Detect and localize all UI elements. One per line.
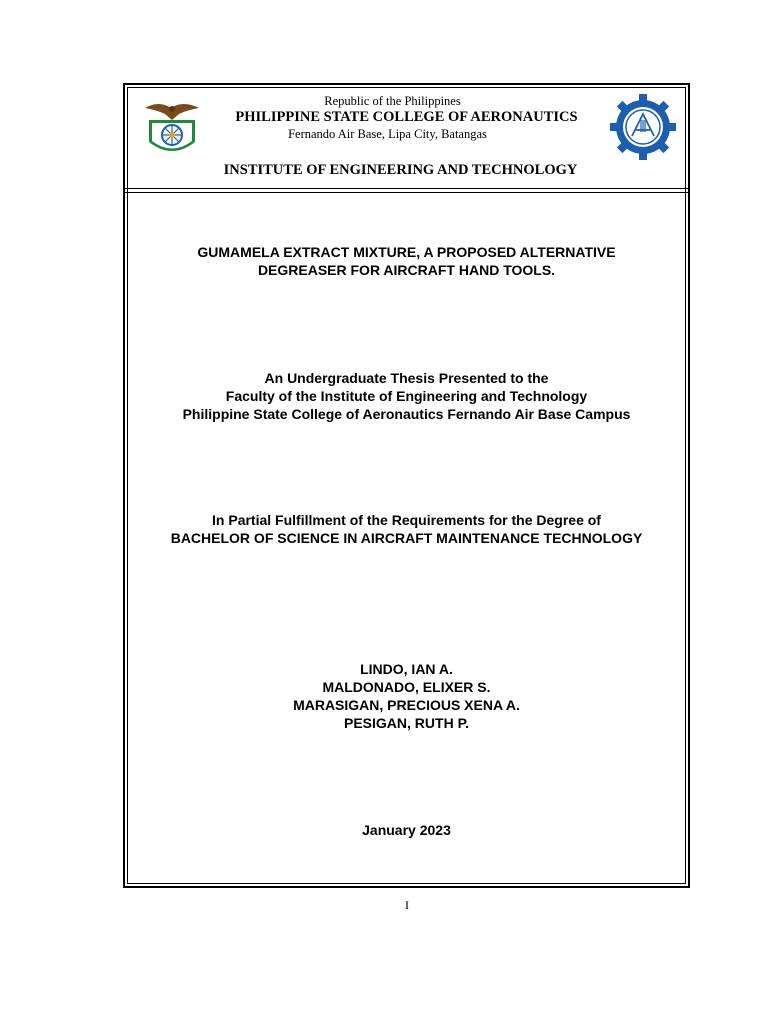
page-number: I: [405, 898, 409, 912]
fulfillment-line-1: In Partial Fulfillment of the Requirements for the Degree of: [212, 512, 601, 528]
republic-line: Republic of the Philippines: [324, 94, 461, 108]
fulfillment-line-2: BACHELOR OF SCIENCE IN AIRCRAFT MAINTENANCE TECHNOLOGY: [170, 530, 643, 546]
author-name: MALDONADO, ELIXER S.: [322, 679, 491, 695]
author-name: MARASIGAN, PRECIOUS XENA A.: [293, 697, 520, 713]
title-line-2: DEGREASER FOR AIRCRAFT HAND TOOLS.: [257, 262, 556, 278]
letterhead: [125, 85, 688, 189]
thesis-line-2: Faculty of the Institute of Engineering and Technology: [225, 388, 588, 404]
thesis-line-1: An Undergraduate Thesis Presented to the: [264, 370, 549, 386]
page-frame: [123, 83, 690, 888]
college-address: Fernando Air Base, Lipa City, Batangas: [288, 127, 487, 141]
title-line-1: GUMAMELA EXTRACT MIXTURE, A PROPOSED ALTERNATIVE: [197, 244, 616, 260]
thesis-statement: [125, 369, 688, 423]
institute-name: INSTITUTE OF ENGINEERING AND TECHNOLOGY: [223, 162, 578, 178]
college-name: PHILIPPINE STATE COLLEGE OF AERONAUTICS: [235, 109, 578, 125]
author-name: LINDO, IAN A.: [360, 661, 453, 677]
thesis-title: [125, 243, 688, 279]
engineering-gear-seal-icon: [610, 94, 676, 160]
thesis-line-3: Philippine State College of Aeronautics Fernando Air Base Campus: [182, 406, 631, 422]
college-seal-icon: [141, 98, 203, 160]
author-name: PESIGAN, RUTH P.: [344, 715, 469, 731]
degree-statement: [125, 511, 688, 547]
author-list: [125, 660, 688, 732]
submission-date: January 2023: [362, 822, 451, 838]
